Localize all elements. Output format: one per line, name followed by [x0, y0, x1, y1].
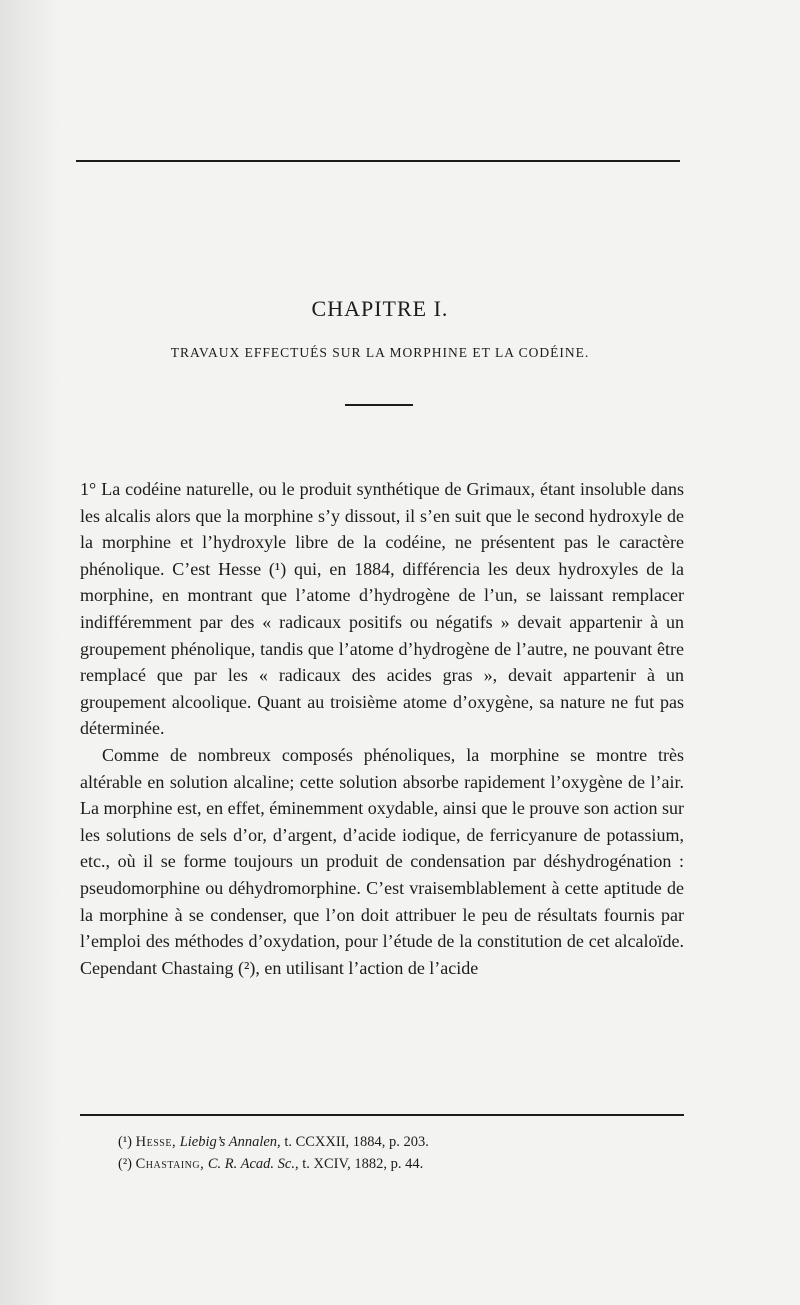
footnote-2	[118, 1153, 678, 1175]
paragraph-2: Comme de nombreux composés phénoliques, la morphine se montre très altérable en solution alcaline; cette solution absorbe rapidement l’oxygène de l’air. La morphine est, en effet, éminemment oxydable, ainsi que le prouve son action sur les solutions de sels d’or, d’argent, d’acide iodique, de ferricyanure de potassium, etc., où il se forme toujours un produit de condensation par déshydrogénation : pseudomorphine ou déhydromorphine. C’est vraisemblablement à cette aptitude de la morphine à se condenser, que l’on doit attribuer le peu de résultats fournis par l’emploi des méthodes d’oxydation, pour l’étude de la constitution de cet alcaloïde. Cependant Chastaing (²), en utilisant l’action de l’acide	[80, 744, 684, 978]
footnote-citation: t. XCIV, 1882, p. 44.	[302, 1156, 424, 1172]
paragraph-1: 1° La codéine naturelle, ou le produit synthétique de Grimaux, étant insoluble dans les alcalis alors que la morphine s’y dissout, il s’en suit que le second hydroxyle de la morphine et l’hydroxyle libre de la codéine, ne présentent pas le caractère phénolique. C’est Hesse (¹) qui, en 1884, différencia les deux hydroxyles de la morphine, en montrant que l’atome d’hydrogène de l’un, se laissant remplacer indifféremment par des « radicaux positifs ou négatifs » devait appartenir à un groupement phénolique, tandis que l’atome d’hydrogène de l’autre, ne pouvant être remplacé que par les « radicaux des acides gras », devait appartenir à un groupement alcoolique. Quant au troisième atome d’oxygène, sa nature ne fut pas déterminée.	[80, 479, 684, 739]
header-rule	[76, 160, 680, 162]
footnote-rule	[80, 1114, 684, 1116]
footnote-1	[118, 1131, 678, 1153]
footnote-marker: (²)	[118, 1156, 133, 1172]
footnote-citation: t. CCXXII, 1884, p. 203.	[284, 1134, 429, 1150]
chapter-subtitle: TRAVAUX EFFECTUÉS SUR LA MORPHINE ET LA CODÉINE.	[170, 345, 590, 360]
footnote-marker: (¹)	[118, 1134, 133, 1150]
footnote-journal: Liebig’s Annalen,	[179, 1134, 281, 1150]
page-edge-shadow	[0, 0, 60, 1305]
title-divider	[345, 404, 413, 406]
footnote-journal: C. R. Acad. Sc.,	[207, 1156, 299, 1172]
footnotes	[118, 1131, 678, 1175]
footnote-author: Hesse,	[135, 1134, 177, 1150]
body-text	[80, 476, 684, 981]
chapter-title: CHAPITRE I.	[311, 296, 449, 321]
footnote-author: Chastaing,	[135, 1156, 205, 1172]
